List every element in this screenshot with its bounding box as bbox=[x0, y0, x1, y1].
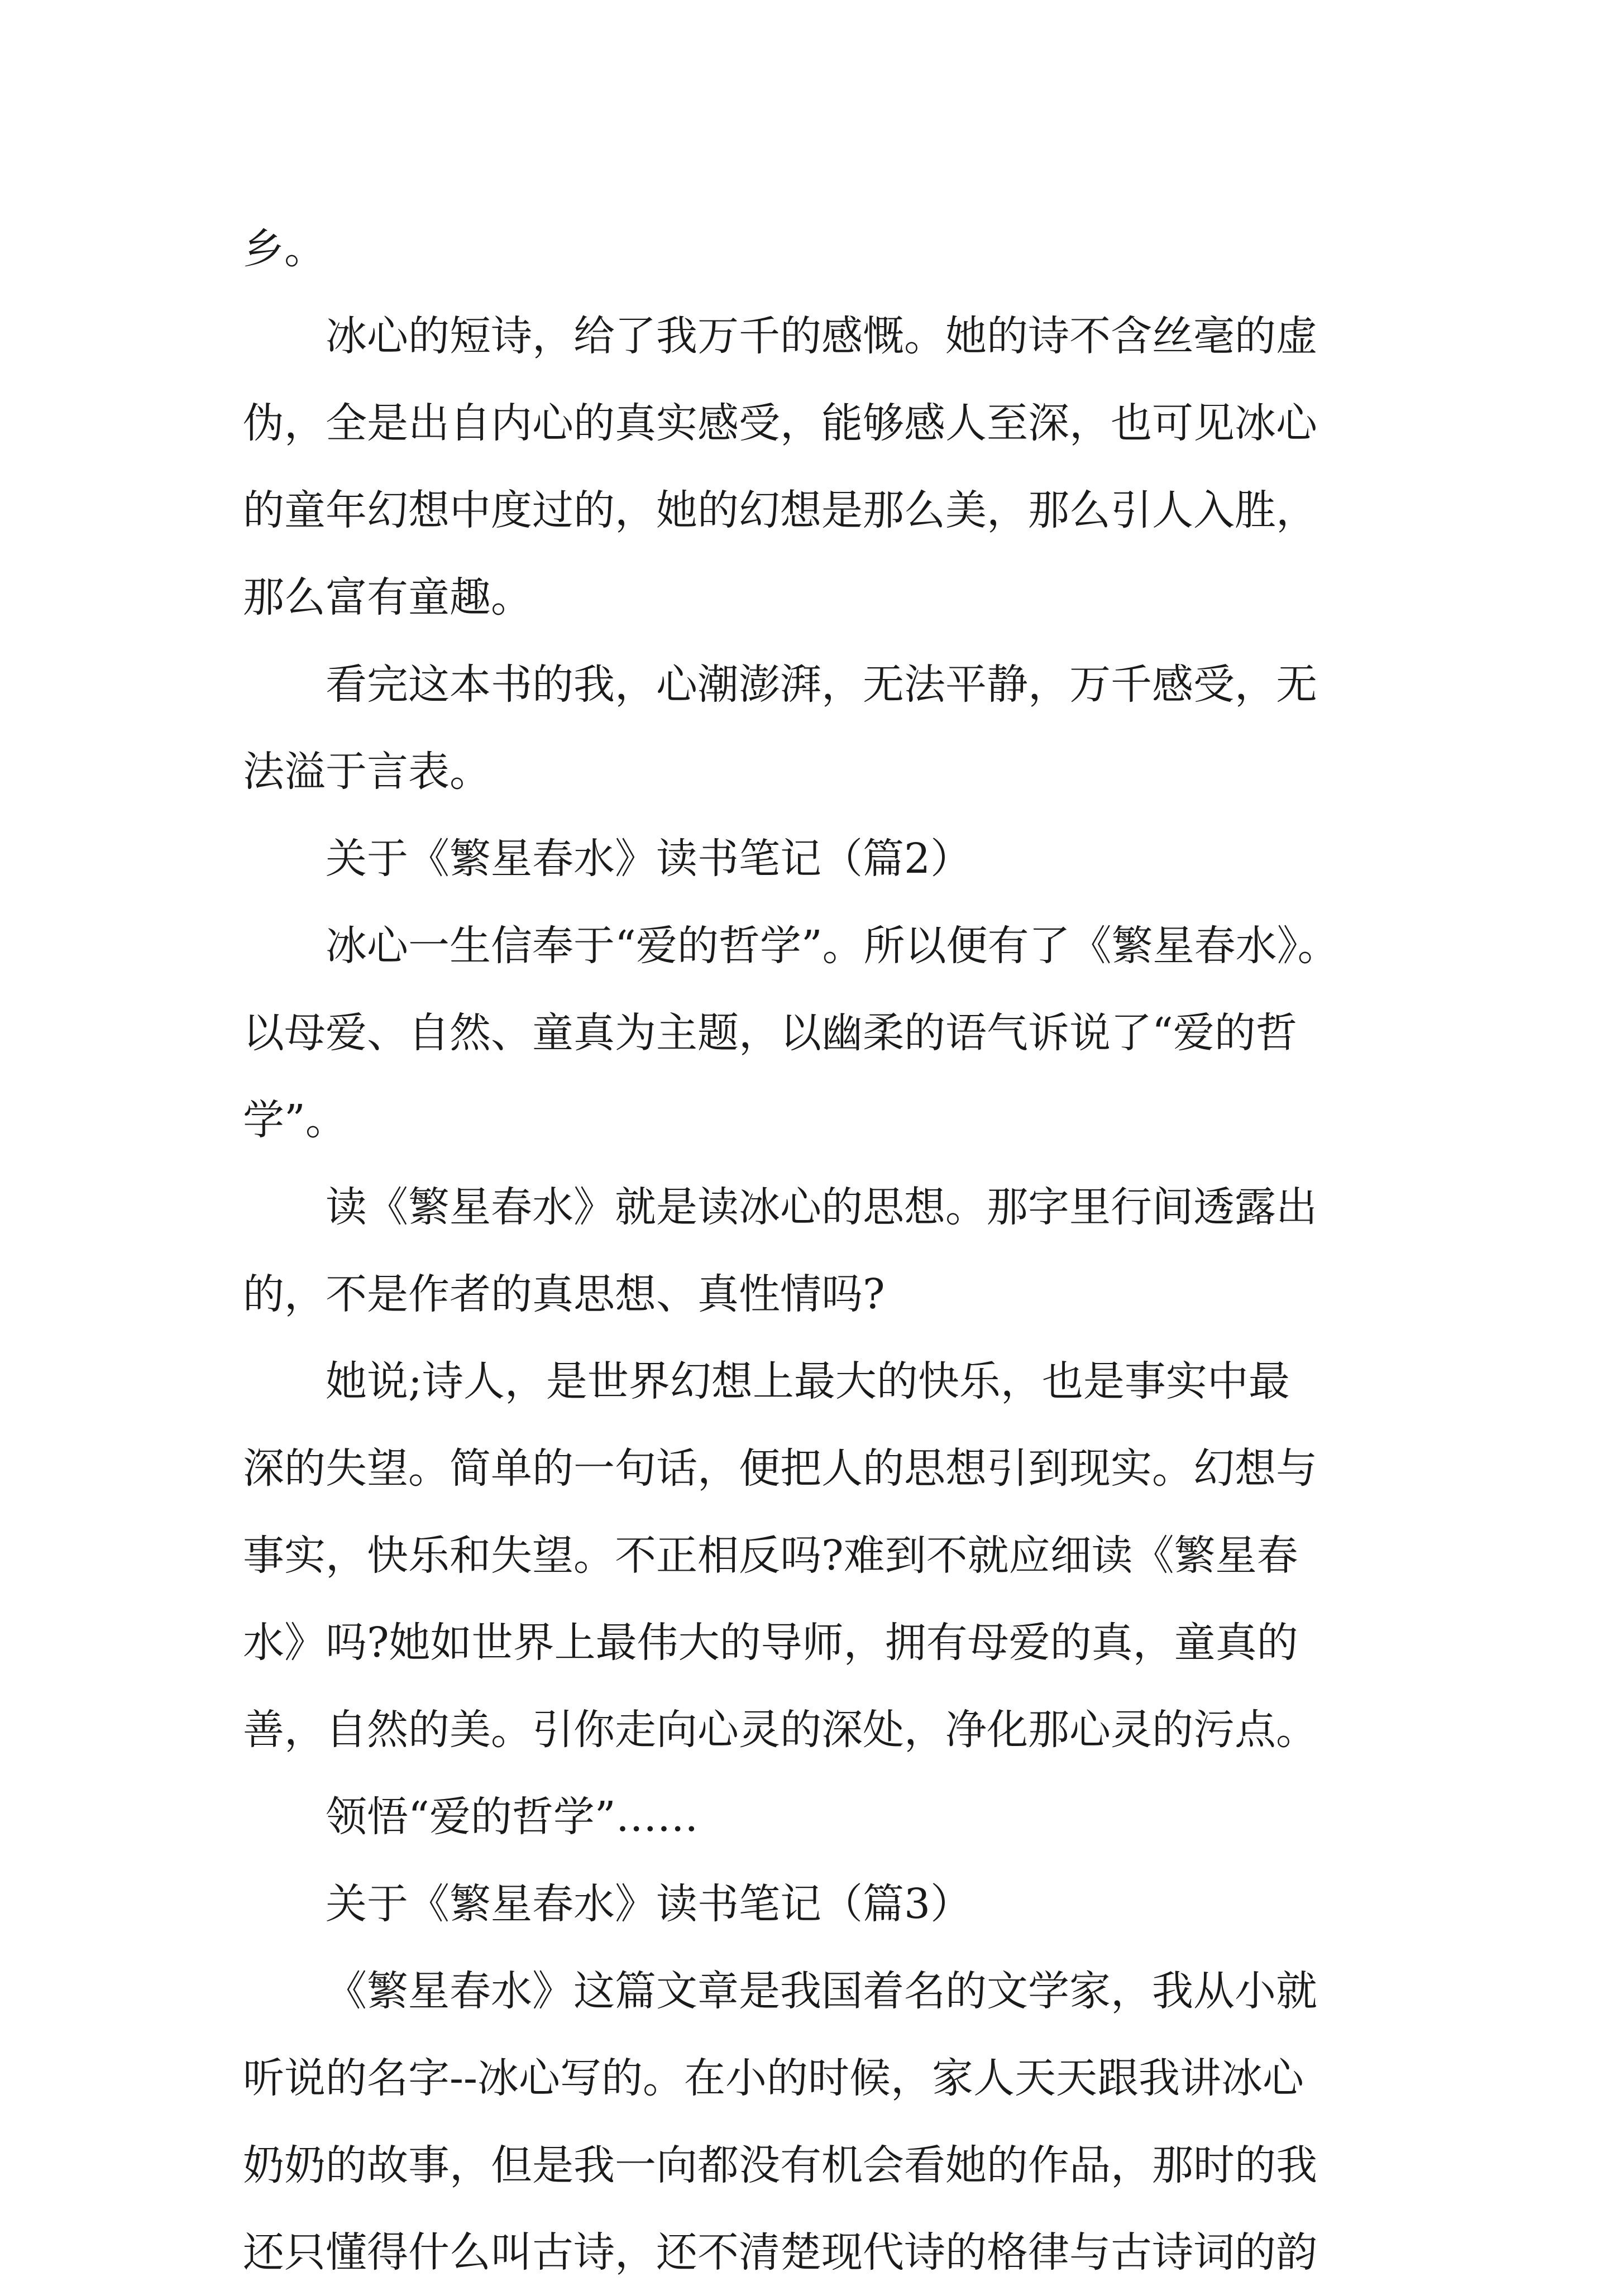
paragraph bbox=[243, 1860, 1460, 1948]
text-line: 学”。 bbox=[243, 1096, 347, 1144]
text-line: 她说;诗人，是世界幻想上最大的快乐，也是事实中最 bbox=[326, 1357, 1290, 1405]
text-line: 冰心一生信奉于“爱的哲学”。所以便有了《繁星春水》。 bbox=[326, 922, 1339, 970]
text-line: 的，不是作者的真思想、真性情吗? bbox=[243, 1270, 885, 1318]
text-line: 那么富有童趣。 bbox=[243, 573, 532, 621]
paragraph bbox=[243, 815, 1460, 902]
text-line: 伪，全是出自内心的真实感受，能够感人至深，也可见冰心 bbox=[243, 399, 1317, 447]
text-line: 关于《繁星春水》读书笔记（篇2） bbox=[326, 835, 972, 883]
paragraph bbox=[243, 1948, 1460, 2296]
text-line: 善，自然的美。引你走向心灵的深处，净化那心灵的污点。 bbox=[243, 1706, 1317, 1754]
text-line: 看完这本书的我，心潮澎湃，无法平静，万千感受，无 bbox=[326, 661, 1317, 709]
text-line: 《繁星春水》这篇文章是我国着名的文学家，我从小就 bbox=[326, 1967, 1317, 2015]
text-line: 深的失望。简单的一句话，便把人的思想引到现实。幻想与 bbox=[243, 1444, 1317, 1493]
paragraph bbox=[243, 1773, 1460, 1860]
text-line: 领悟“爱的哲学”…… bbox=[326, 1793, 699, 1841]
text-line: 关于《繁星春水》读书笔记（篇3） bbox=[326, 1880, 972, 1928]
paragraph bbox=[243, 205, 1460, 293]
text-line: 以母爱、自然、童真为主题，以幽柔的语气诉说了“爱的哲 bbox=[243, 1009, 1297, 1057]
paragraph bbox=[243, 902, 1460, 1164]
text-line: 事实，快乐和失望。不正相反吗?难到不就应细读《繁星春 bbox=[243, 1532, 1298, 1580]
text-line: 冰心的短诗，给了我万千的感慨。她的诗不含丝毫的虚 bbox=[326, 312, 1317, 360]
text-line: 读《繁星春水》就是读冰心的思想。那字里行间透露出 bbox=[326, 1183, 1317, 1231]
paragraph bbox=[243, 641, 1460, 815]
text-line: 水》吗?她如世界上最伟大的导师，拥有母爱的真，童真的 bbox=[243, 1619, 1298, 1667]
paragraph bbox=[243, 293, 1460, 641]
paragraph bbox=[243, 1338, 1460, 1773]
text-line: 听说的名字--冰心写的。在小的时候，家人天天跟我讲冰心 bbox=[243, 2054, 1304, 2102]
text-line: 还只懂得什么叫古诗，还不清楚现代诗的格律与古诗词的韵 bbox=[243, 2228, 1317, 2276]
text-line: 法溢于言表。 bbox=[243, 748, 491, 796]
paragraph bbox=[243, 1164, 1460, 1338]
text-line: 奶奶的故事，但是我一向都没有机会看她的作品，那时的我 bbox=[243, 2141, 1317, 2189]
document-body bbox=[243, 205, 1460, 2296]
text-line: 的童年幻想中度过的，她的幻想是那么美，那么引人入胜， bbox=[243, 486, 1317, 534]
text-line: 乡。 bbox=[243, 225, 326, 273]
